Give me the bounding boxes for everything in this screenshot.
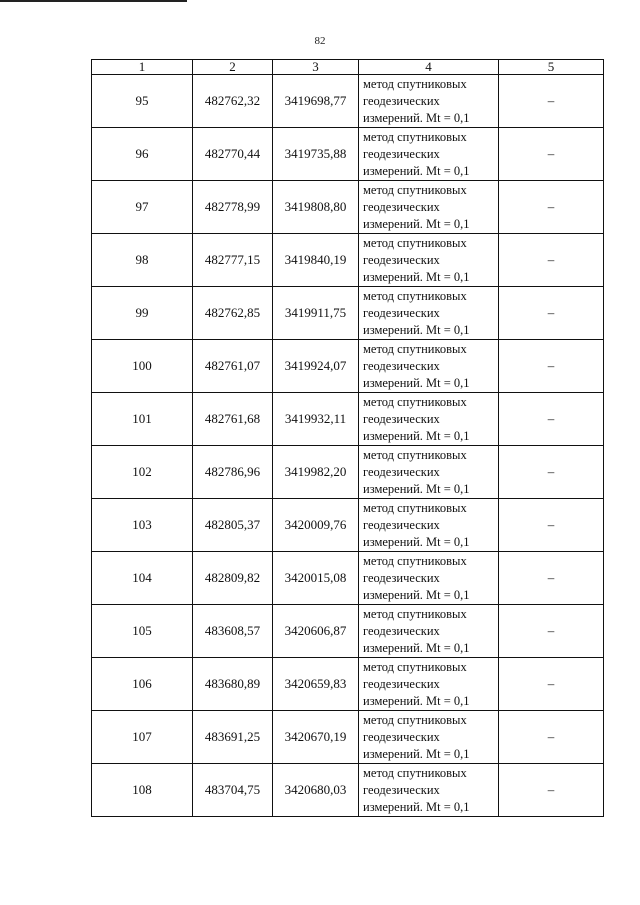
- dash-cell: –: [499, 499, 604, 552]
- header-row: [92, 60, 604, 75]
- table-row: [92, 340, 604, 393]
- method-line: геодезических: [363, 464, 440, 479]
- dash-cell: –: [499, 181, 604, 234]
- point-number-cell: 99: [92, 287, 193, 340]
- y-coordinate-cell: 3419924,07: [273, 340, 359, 393]
- method-line: метод спутниковых: [363, 553, 467, 568]
- method-cell: [359, 128, 499, 181]
- method-line: метод спутниковых: [363, 182, 467, 197]
- method-line: измерений. Mt = 0,1: [363, 799, 470, 814]
- method-line: метод спутниковых: [363, 235, 467, 250]
- method-line: измерений. Mt = 0,1: [363, 481, 470, 496]
- method-line: геодезических: [363, 782, 440, 797]
- method-line: измерений. Mt = 0,1: [363, 534, 470, 549]
- y-coordinate-cell: 3419911,75: [273, 287, 359, 340]
- point-number-cell: 105: [92, 605, 193, 658]
- method-cell: [359, 393, 499, 446]
- table-row: [92, 499, 604, 552]
- dash-cell: –: [499, 552, 604, 605]
- x-coordinate-cell: 482809,82: [193, 552, 273, 605]
- point-number-cell: 100: [92, 340, 193, 393]
- point-number-cell: 107: [92, 711, 193, 764]
- method-line: измерений. Mt = 0,1: [363, 216, 470, 231]
- table-row: [92, 128, 604, 181]
- method-line: геодезических: [363, 358, 440, 373]
- dash-cell: –: [499, 340, 604, 393]
- method-cell: [359, 446, 499, 499]
- x-coordinate-cell: 482762,85: [193, 287, 273, 340]
- x-coordinate-cell: 482777,15: [193, 234, 273, 287]
- method-cell: [359, 340, 499, 393]
- point-number-cell: 101: [92, 393, 193, 446]
- method-cell: [359, 499, 499, 552]
- method-line: геодезических: [363, 199, 440, 214]
- point-number-cell: 96: [92, 128, 193, 181]
- point-number-cell: 108: [92, 764, 193, 817]
- dash-cell: –: [499, 764, 604, 817]
- dash-cell: –: [499, 605, 604, 658]
- x-coordinate-cell: 483680,89: [193, 658, 273, 711]
- point-number-cell: 104: [92, 552, 193, 605]
- dash-cell: –: [499, 393, 604, 446]
- x-coordinate-cell: 482786,96: [193, 446, 273, 499]
- method-cell: [359, 711, 499, 764]
- method-line: измерений. Mt = 0,1: [363, 746, 470, 761]
- dash-cell: –: [499, 711, 604, 764]
- table-row: [92, 658, 604, 711]
- method-line: измерений. Mt = 0,1: [363, 428, 470, 443]
- point-number-cell: 103: [92, 499, 193, 552]
- y-coordinate-cell: 3420680,03: [273, 764, 359, 817]
- x-coordinate-cell: 482761,68: [193, 393, 273, 446]
- table-row: [92, 552, 604, 605]
- method-line: метод спутниковых: [363, 341, 467, 356]
- table-body: [92, 75, 604, 817]
- method-line: измерений. Mt = 0,1: [363, 269, 470, 284]
- method-line: геодезических: [363, 411, 440, 426]
- method-cell: [359, 764, 499, 817]
- method-cell: [359, 658, 499, 711]
- table-row: [92, 446, 604, 499]
- top-rule: [0, 0, 187, 2]
- dash-cell: –: [499, 446, 604, 499]
- method-cell: [359, 234, 499, 287]
- dash-cell: –: [499, 658, 604, 711]
- y-coordinate-cell: 3420009,76: [273, 499, 359, 552]
- table-row: [92, 605, 604, 658]
- method-line: метод спутниковых: [363, 500, 467, 515]
- table-row: [92, 711, 604, 764]
- x-coordinate-cell: 483704,75: [193, 764, 273, 817]
- method-cell: [359, 287, 499, 340]
- y-coordinate-cell: 3420606,87: [273, 605, 359, 658]
- method-line: геодезических: [363, 570, 440, 585]
- table-header: [92, 60, 604, 75]
- method-line: геодезических: [363, 93, 440, 108]
- point-number-cell: 97: [92, 181, 193, 234]
- table-row: [92, 75, 604, 128]
- x-coordinate-cell: 482805,37: [193, 499, 273, 552]
- x-coordinate-cell: 482762,32: [193, 75, 273, 128]
- header-col-1: 1: [92, 60, 193, 75]
- coordinates-table: [91, 59, 604, 817]
- method-line: измерений. Mt = 0,1: [363, 322, 470, 337]
- point-number-cell: 98: [92, 234, 193, 287]
- y-coordinate-cell: 3419698,77: [273, 75, 359, 128]
- method-line: геодезических: [363, 623, 440, 638]
- table-row: [92, 234, 604, 287]
- x-coordinate-cell: 483608,57: [193, 605, 273, 658]
- method-line: метод спутниковых: [363, 712, 467, 727]
- method-cell: [359, 552, 499, 605]
- header-col-2: 2: [193, 60, 273, 75]
- y-coordinate-cell: 3420670,19: [273, 711, 359, 764]
- y-coordinate-cell: 3419840,19: [273, 234, 359, 287]
- method-line: измерений. Mt = 0,1: [363, 693, 470, 708]
- x-coordinate-cell: 482761,07: [193, 340, 273, 393]
- header-col-4: 4: [359, 60, 499, 75]
- method-line: геодезических: [363, 676, 440, 691]
- method-line: геодезических: [363, 252, 440, 267]
- dash-cell: –: [499, 75, 604, 128]
- method-cell: [359, 181, 499, 234]
- x-coordinate-cell: 482778,99: [193, 181, 273, 234]
- method-line: метод спутниковых: [363, 659, 467, 674]
- x-coordinate-cell: 483691,25: [193, 711, 273, 764]
- point-number-cell: 102: [92, 446, 193, 499]
- y-coordinate-cell: 3419932,11: [273, 393, 359, 446]
- method-line: измерений. Mt = 0,1: [363, 640, 470, 655]
- y-coordinate-cell: 3419982,20: [273, 446, 359, 499]
- method-line: геодезических: [363, 305, 440, 320]
- method-line: геодезических: [363, 517, 440, 532]
- method-line: метод спутниковых: [363, 447, 467, 462]
- method-line: измерений. Mt = 0,1: [363, 587, 470, 602]
- table-row: [92, 181, 604, 234]
- y-coordinate-cell: 3420659,83: [273, 658, 359, 711]
- y-coordinate-cell: 3420015,08: [273, 552, 359, 605]
- method-line: метод спутниковых: [363, 765, 467, 780]
- method-line: метод спутниковых: [363, 76, 467, 91]
- point-number-cell: 106: [92, 658, 193, 711]
- method-line: измерений. Mt = 0,1: [363, 375, 470, 390]
- header-col-5: 5: [499, 60, 604, 75]
- header-col-3: 3: [273, 60, 359, 75]
- method-line: геодезических: [363, 729, 440, 744]
- method-cell: [359, 75, 499, 128]
- method-cell: [359, 605, 499, 658]
- method-line: метод спутниковых: [363, 288, 467, 303]
- x-coordinate-cell: 482770,44: [193, 128, 273, 181]
- method-line: измерений. Mt = 0,1: [363, 163, 470, 178]
- method-line: геодезических: [363, 146, 440, 161]
- method-line: метод спутниковых: [363, 394, 467, 409]
- method-line: метод спутниковых: [363, 129, 467, 144]
- method-line: измерений. Mt = 0,1: [363, 110, 470, 125]
- table-row: [92, 393, 604, 446]
- point-number-cell: 95: [92, 75, 193, 128]
- dash-cell: –: [499, 234, 604, 287]
- dash-cell: –: [499, 128, 604, 181]
- dash-cell: –: [499, 287, 604, 340]
- method-line: метод спутниковых: [363, 606, 467, 621]
- page-number: 82: [314, 35, 326, 47]
- table-row: [92, 764, 604, 817]
- y-coordinate-cell: 3419735,88: [273, 128, 359, 181]
- y-coordinate-cell: 3419808,80: [273, 181, 359, 234]
- table-row: [92, 287, 604, 340]
